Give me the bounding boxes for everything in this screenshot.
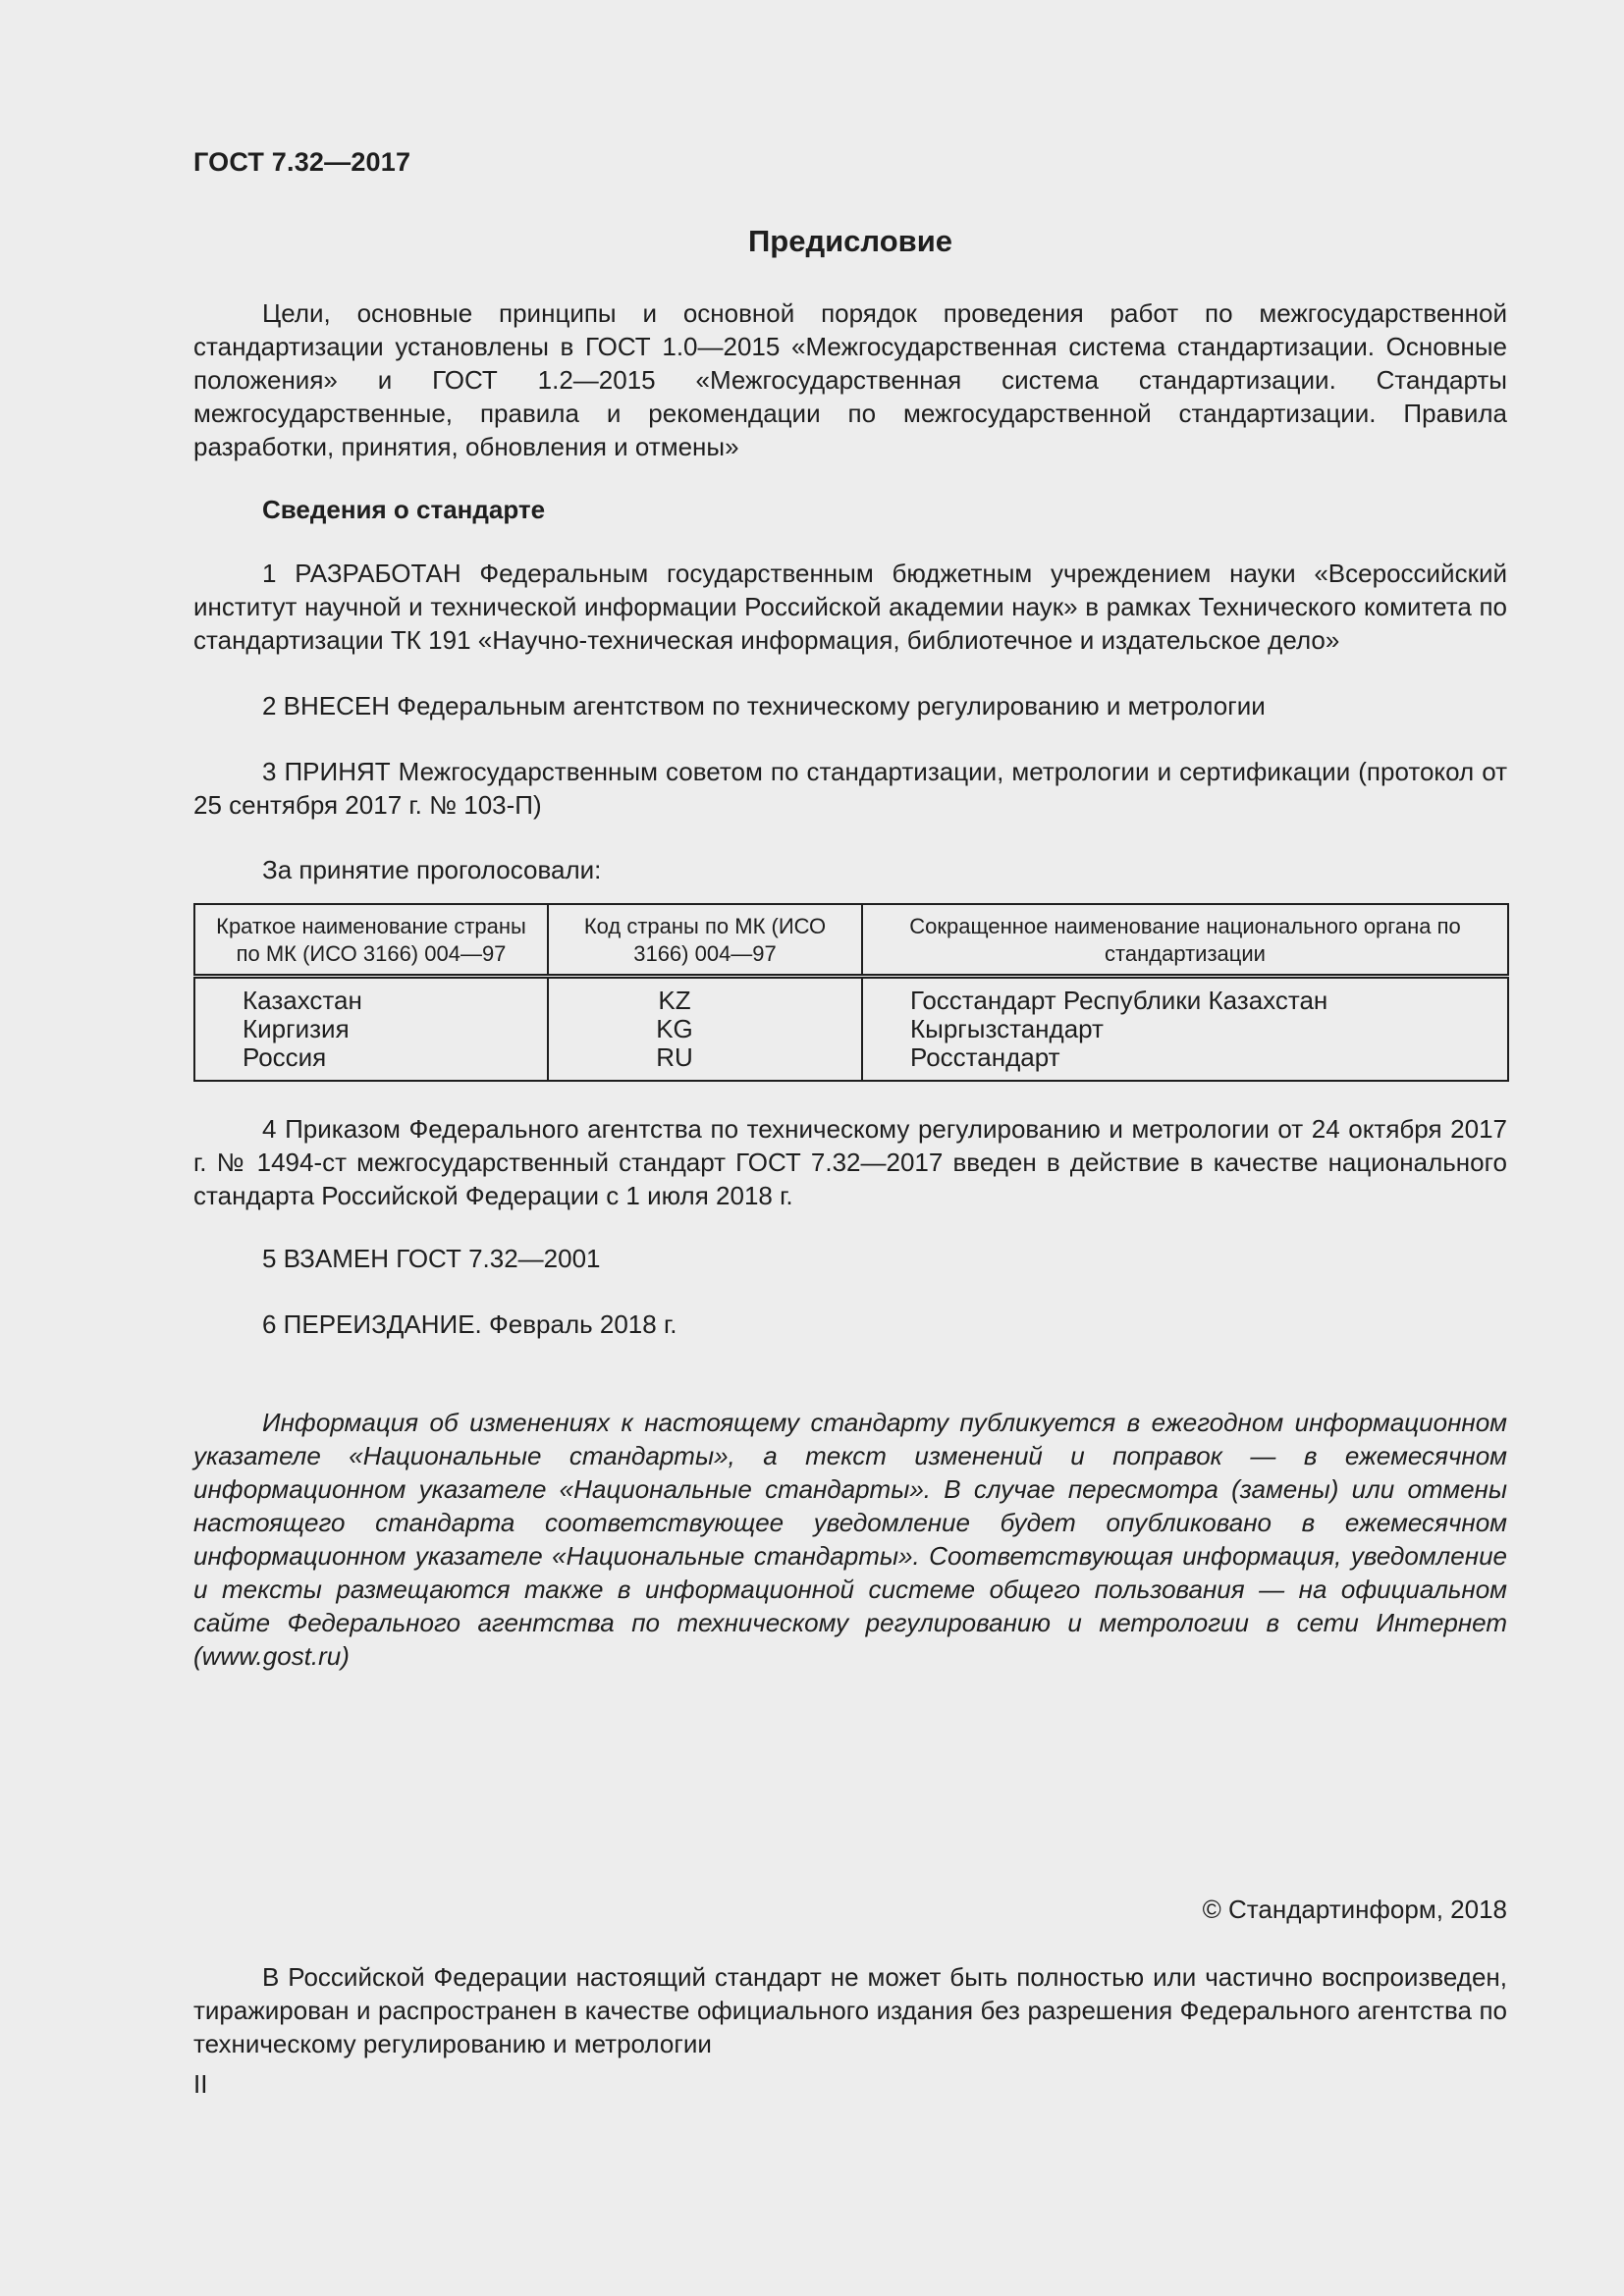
country-name-cell: Киргизия: [194, 1015, 548, 1043]
country-name-cell: Россия: [194, 1043, 548, 1081]
country-code-cell: KZ: [548, 977, 862, 1016]
changes-info-notice: Информация об изменениях к настоящему стандарту публикуется в ежегодном информационном указателе «Национальные стандарты», а текст изменений и поправок — в ежемесячном информационном указателе «Национальные стандарты». В случае пересмотра (замены) или отмены настоящего стандарта соответствующее уведомление будет опубликовано в ежемесячном информационном указателе «Национальные стандарты». Соответствующая информация, уведомление и тексты размещаются также в информационной системе общего пользования — на официальном сайте Федерального агентства по техническому регулированию и метрологии в сети Интернет (www.gost.ru): [193, 1408, 1507, 1671]
rights-notice: В Российской Федерации настоящий стандарт не может быть полностью или частично воспроизведен, тиражирован и распространен в качестве официального издания без разрешения Федерального агентства по техническому регулированию и метрологии: [193, 1962, 1507, 2058]
item-5-replaces: 5 ВЗАМЕН ГОСТ 7.32—2001: [262, 1244, 601, 1273]
national-body-cell: Росстандарт: [862, 1043, 1508, 1081]
item-4-order: 4 Приказом Федерального агентства по техническому регулированию и метрологии от 24 октября 2017 г. № 1494-ст межгосударственный стандарт ГОСТ 7.32—2017 введен в действие в качестве национального стандарта Российской Федерации с 1 июля 2018 г.: [193, 1114, 1507, 1210]
header-country-code: Код страны по МК (ИСО 3166) 004—97: [548, 904, 862, 977]
section-heading: Сведения о стандарте: [262, 495, 546, 524]
table-row: [194, 1043, 1508, 1081]
item-1-developed: 1 РАЗРАБОТАН Федеральным государственным бюджетным учреждением науки «Всероссийский институт научной и технической информации Российской академии наук» в рамках Технического комитета по стандартизации ТК 191 «Научно-техническая информация, библиотечное и издательское дело»: [193, 559, 1507, 655]
standard-code-header: ГОСТ 7.32—2017: [193, 147, 411, 177]
voted-label: За принятие проголосовали:: [262, 855, 602, 884]
table-header-row: [194, 904, 1508, 977]
copyright-line: © Стандартинформ, 2018: [1202, 1895, 1507, 1924]
country-name-cell: Казахстан: [194, 977, 548, 1016]
page-number: II: [193, 2069, 208, 2099]
national-body-cell: Госстандарт Республики Казахстан: [862, 977, 1508, 1016]
table-row: [194, 977, 1508, 1016]
national-body-cell: Кыргызстандарт: [862, 1015, 1508, 1043]
voting-table: [193, 903, 1509, 1082]
table-row: [194, 1015, 1508, 1043]
country-code-cell: KG: [548, 1015, 862, 1043]
intro-paragraph: Цели, основные принципы и основной порядок проведения работ по межгосударственной стандартизации установлены в ГОСТ 1.0—2015 «Межгосударственная система стандартизации. Основные положения» и ГОСТ 1.2—2015 «Межгосударственная система стандартизации. Стандарты межгосударственные, правила и рекомендации по межгосударственной стандартизации. Правила разработки, принятия, обновления и отмены»: [193, 298, 1507, 461]
item-3-adopted: 3 ПРИНЯТ Межгосударственным советом по стандартизации, метрологии и сертификации (протокол от 25 сентября 2017 г. № 103-П): [193, 757, 1507, 820]
item-6-reissue: 6 ПЕРЕИЗДАНИЕ. Февраль 2018 г.: [262, 1309, 677, 1339]
page-title: Предисловие: [747, 224, 952, 258]
country-code-cell: RU: [548, 1043, 862, 1081]
header-national-body: Сокращенное наименование национального органа по стандартизации: [862, 904, 1508, 977]
header-country-name: Краткое наименование страны по МК (ИСО 3166) 004—97: [194, 904, 548, 977]
item-2-submitted: 2 ВНЕСЕН Федеральным агентством по техническому регулированию и метрологии: [262, 691, 1266, 721]
